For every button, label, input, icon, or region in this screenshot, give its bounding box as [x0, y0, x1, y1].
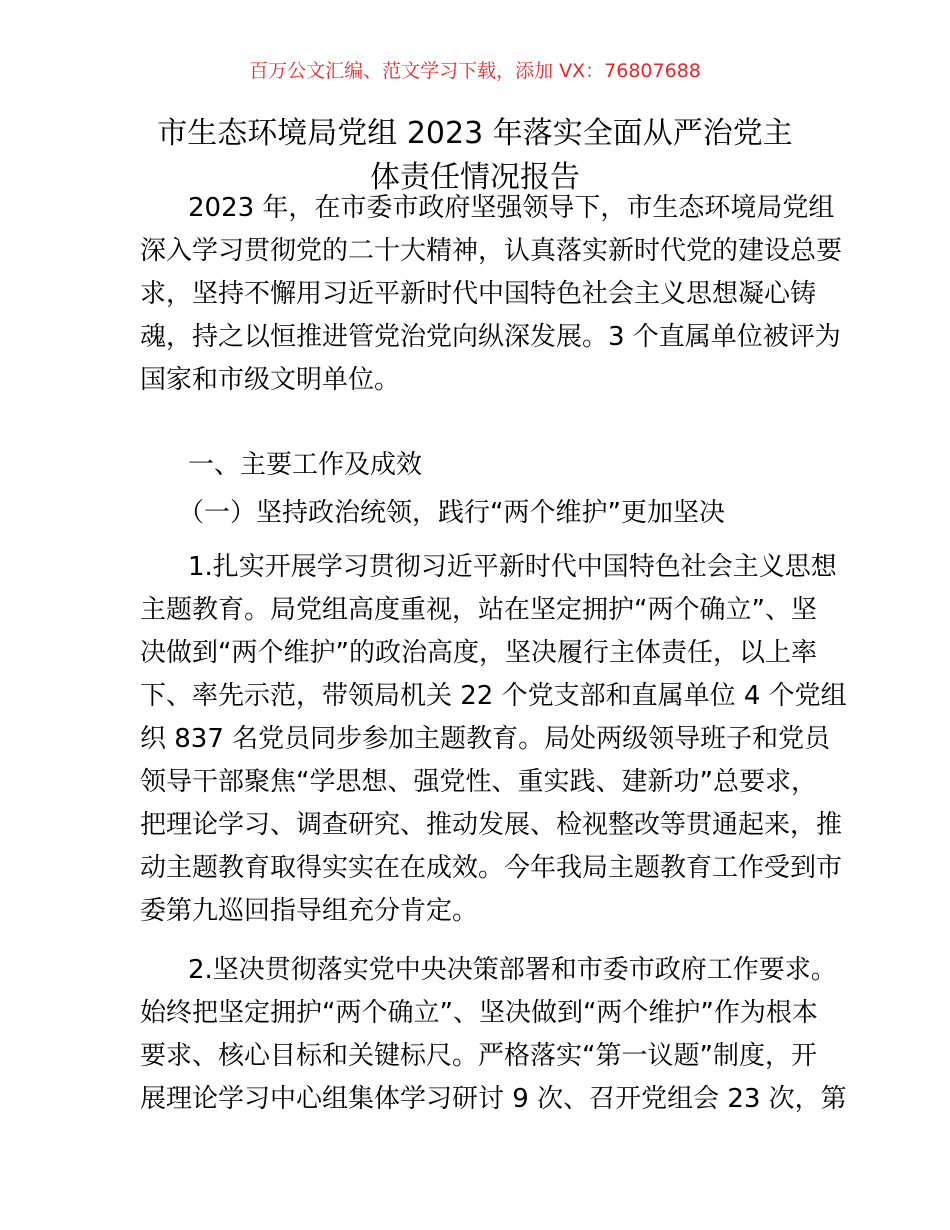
section-heading: 一、主要工作及成效	[188, 450, 423, 480]
item1-line: 领导干部聚焦“学思想、强党性、重实践、建新功”总要求，	[140, 767, 817, 797]
intro-line: 魂，持之以恒推进管党治党向纵深发展。3 个直属单位被评为	[140, 322, 841, 352]
intro-line: 2023 年，在市委市政府坚强领导下，市生态环境局党组	[188, 193, 835, 223]
watermark-banner: 百万公文汇编、范文学习下载，添加 VX：76807688	[249, 60, 701, 82]
item1-line: 把理论学习、调查研究、推动发展、检视整改等贯通起来，推	[140, 810, 843, 840]
item1-line: 委第九巡回指导组充分肯定。	[140, 896, 479, 926]
item1-line: 织 837 名党员同步参加主题教育。局处两级领导班子和党员	[140, 724, 831, 754]
subsection-heading: （一）坚持政治统领，践行“两个维护”更加坚决	[178, 498, 725, 528]
intro-line: 国家和市级文明单位。	[140, 365, 401, 395]
document-title-line-2: 体责任情况报告	[370, 160, 580, 195]
item1-line: 下、率先示范，带领局机关 22 个党支部和直属单位 4 个党组	[140, 681, 847, 711]
item1-line: 1.扎实开展学习贯彻习近平新时代中国特色社会主义思想	[188, 552, 837, 582]
item2-line: 展理论学习中心组集体学习研讨 9 次、召开党组会 23 次，第	[140, 1084, 847, 1114]
intro-line: 深入学习贯彻党的二十大精神，认真落实新时代党的建设总要	[140, 236, 843, 266]
item2-line: 要求、核心目标和关键标尺。严格落实“第一议题”制度，开	[140, 1041, 817, 1071]
item2-line: 始终把坚定拥护“两个确立”、坚决做到“两个维护”作为根本	[140, 998, 818, 1028]
intro-line: 求，坚持不懈用习近平新时代中国特色社会主义思想凝心铸	[140, 279, 817, 309]
item1-line: 决做到“两个维护”的政治高度，坚决履行主体责任，以上率	[140, 638, 817, 668]
document-title-line-1: 市生态环境局党组 2023 年落实全面从严治党主	[157, 116, 793, 151]
item1-line: 主题教育。局党组高度重视，站在坚定拥护“两个确立”、坚	[140, 595, 817, 625]
item1-line: 动主题教育取得实实在在成效。今年我局主题教育工作受到市	[140, 853, 843, 883]
item2-line: 2.坚决贯彻落实党中央决策部署和市委市政府工作要求。	[188, 955, 837, 985]
